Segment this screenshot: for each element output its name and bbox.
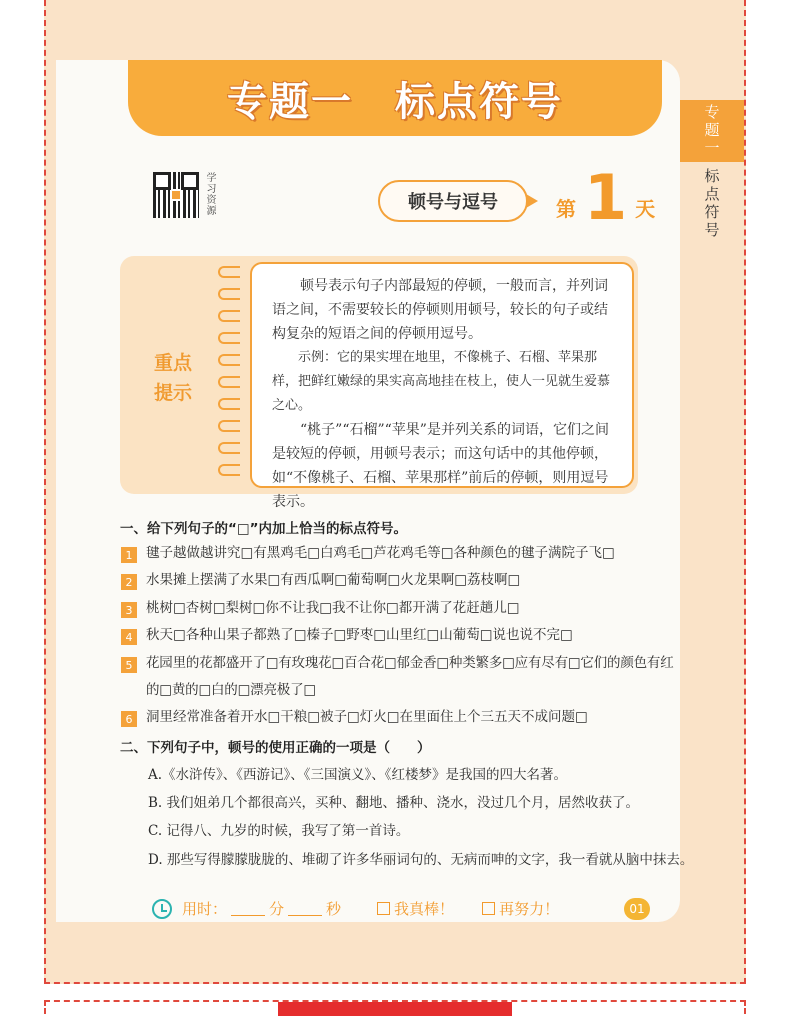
footer-timer: [152, 898, 559, 919]
choice-option-a[interactable]: A.《水浒传》、《西游记》、《三国演义》、《红楼梦》是我国的四大名著。: [148, 767, 568, 783]
question-item: [121, 572, 520, 594]
question-text[interactable]: 水果摊上摆满了水果□有西瓜啊□葡萄啊□火龙果啊□荔枝啊□: [146, 572, 521, 588]
tips-paragraph: 顿号表示句子内部最短的停顿，一般而言，并列词语之间，不需要较长的停顿则用顿号，较长的句子或结构复杂的短语之间的停顿用逗号。: [272, 278, 608, 342]
page-title: 专题一 标点符号: [227, 78, 563, 125]
question-text[interactable]: 毽子越做越讲究□有黑鸡毛□白鸡毛□芦花鸡毛等□各种颜色的毽子满院子飞□: [146, 545, 615, 561]
question-item: [121, 655, 686, 704]
lesson-title: 顿号与逗号: [378, 180, 528, 222]
side-tab-subject: 标点符号: [702, 168, 721, 240]
seconds-label: 秒: [326, 900, 342, 918]
question-item: [121, 600, 520, 622]
side-tab-top: [680, 100, 744, 162]
tips-paragraph: “桃子”“石榴”“苹果”是并列关系的词语，它们之间是较短的停顿，用顿号表示；而这句话中的其他停顿，如“不像桃子、石榴、苹果那样”前后的停顿，则用逗号表示。: [272, 422, 609, 510]
question-number: 6: [121, 711, 137, 727]
question-text[interactable]: 桃树□杏树□梨树□你不让我□我不让你□都开满了花赶趟儿□: [146, 600, 520, 616]
time-label: 用时：: [182, 900, 228, 918]
minutes-blank[interactable]: [231, 902, 265, 916]
side-tab-topic: 专题一: [702, 104, 721, 158]
side-tab[interactable]: [680, 100, 744, 246]
day-prefix: 第: [556, 197, 576, 221]
seconds-blank[interactable]: [288, 902, 322, 916]
great-label: 我真棒！: [394, 900, 455, 918]
title-banner: [128, 60, 662, 136]
tips-example: 示例：它的果实埋在地里，不像桃子、石榴、苹果那样，把鲜红嫩绿的果实高高地挂在枝上，使人一见就生爱慕之心。: [272, 350, 611, 413]
qr-label: 学习资源: [204, 172, 215, 216]
question-item: [121, 627, 573, 649]
question-text[interactable]: 秋天□各种山果子都熟了□榛子□野枣□山里红□山葡萄□说也说不完□: [146, 627, 573, 643]
tips-card: [250, 262, 634, 510]
qr-code-icon[interactable]: [153, 172, 199, 218]
question-number: 2: [121, 574, 137, 590]
question-item: [121, 709, 588, 731]
section-two-heading: 二、下列句子中，顿号的使用正确的一项是（ ）: [120, 740, 431, 756]
question-text[interactable]: 花园里的花都盛开了□有玫瑰花□百合花□郁金香□种类繁多□应有尽有□它们的颜色有红的□黄的□白的□漂亮极了□: [146, 655, 674, 698]
minutes-label: 分: [269, 900, 285, 918]
section-one-heading: 一、给下列句子的“□”内加上恰当的标点符号。: [120, 521, 407, 537]
spiral-binding-icon: [218, 262, 244, 490]
side-tab-bottom: [680, 162, 744, 246]
day-number: 1: [584, 161, 628, 234]
question-number: 5: [121, 657, 137, 673]
choice-option-c[interactable]: C. 记得八、九岁的时候，我写了第一首诗。: [148, 823, 410, 839]
question-text[interactable]: 洞里经常准备着开水□干粮□被子□灯火□在里面住上个三五天不成问题□: [146, 709, 588, 725]
question-number: 3: [121, 602, 137, 618]
question-number: 1: [121, 547, 137, 563]
alarm-clock-icon: [152, 899, 172, 919]
page-number: 01: [624, 898, 650, 920]
choice-option-b[interactable]: B. 我们姐弟几个都很高兴，买种、翻地、播种、浇水，没过几个月，居然收获了。: [148, 795, 640, 811]
great-checkbox[interactable]: [377, 902, 390, 915]
try-again-label: 再努力！: [499, 900, 560, 918]
try-again-checkbox[interactable]: [482, 902, 495, 915]
day-suffix: 天: [635, 197, 656, 221]
question-number: 4: [121, 629, 137, 645]
day-label: [556, 161, 656, 234]
question-item: [121, 545, 615, 567]
tips-label: 重点提示: [153, 352, 192, 404]
choice-option-d[interactable]: D. 那些写得朦朦胧胧的、堆砌了许多华丽词句的、无病而呻的文字，我一看就从脑中抹去。: [148, 852, 694, 868]
next-page-tab: [278, 1002, 512, 1016]
